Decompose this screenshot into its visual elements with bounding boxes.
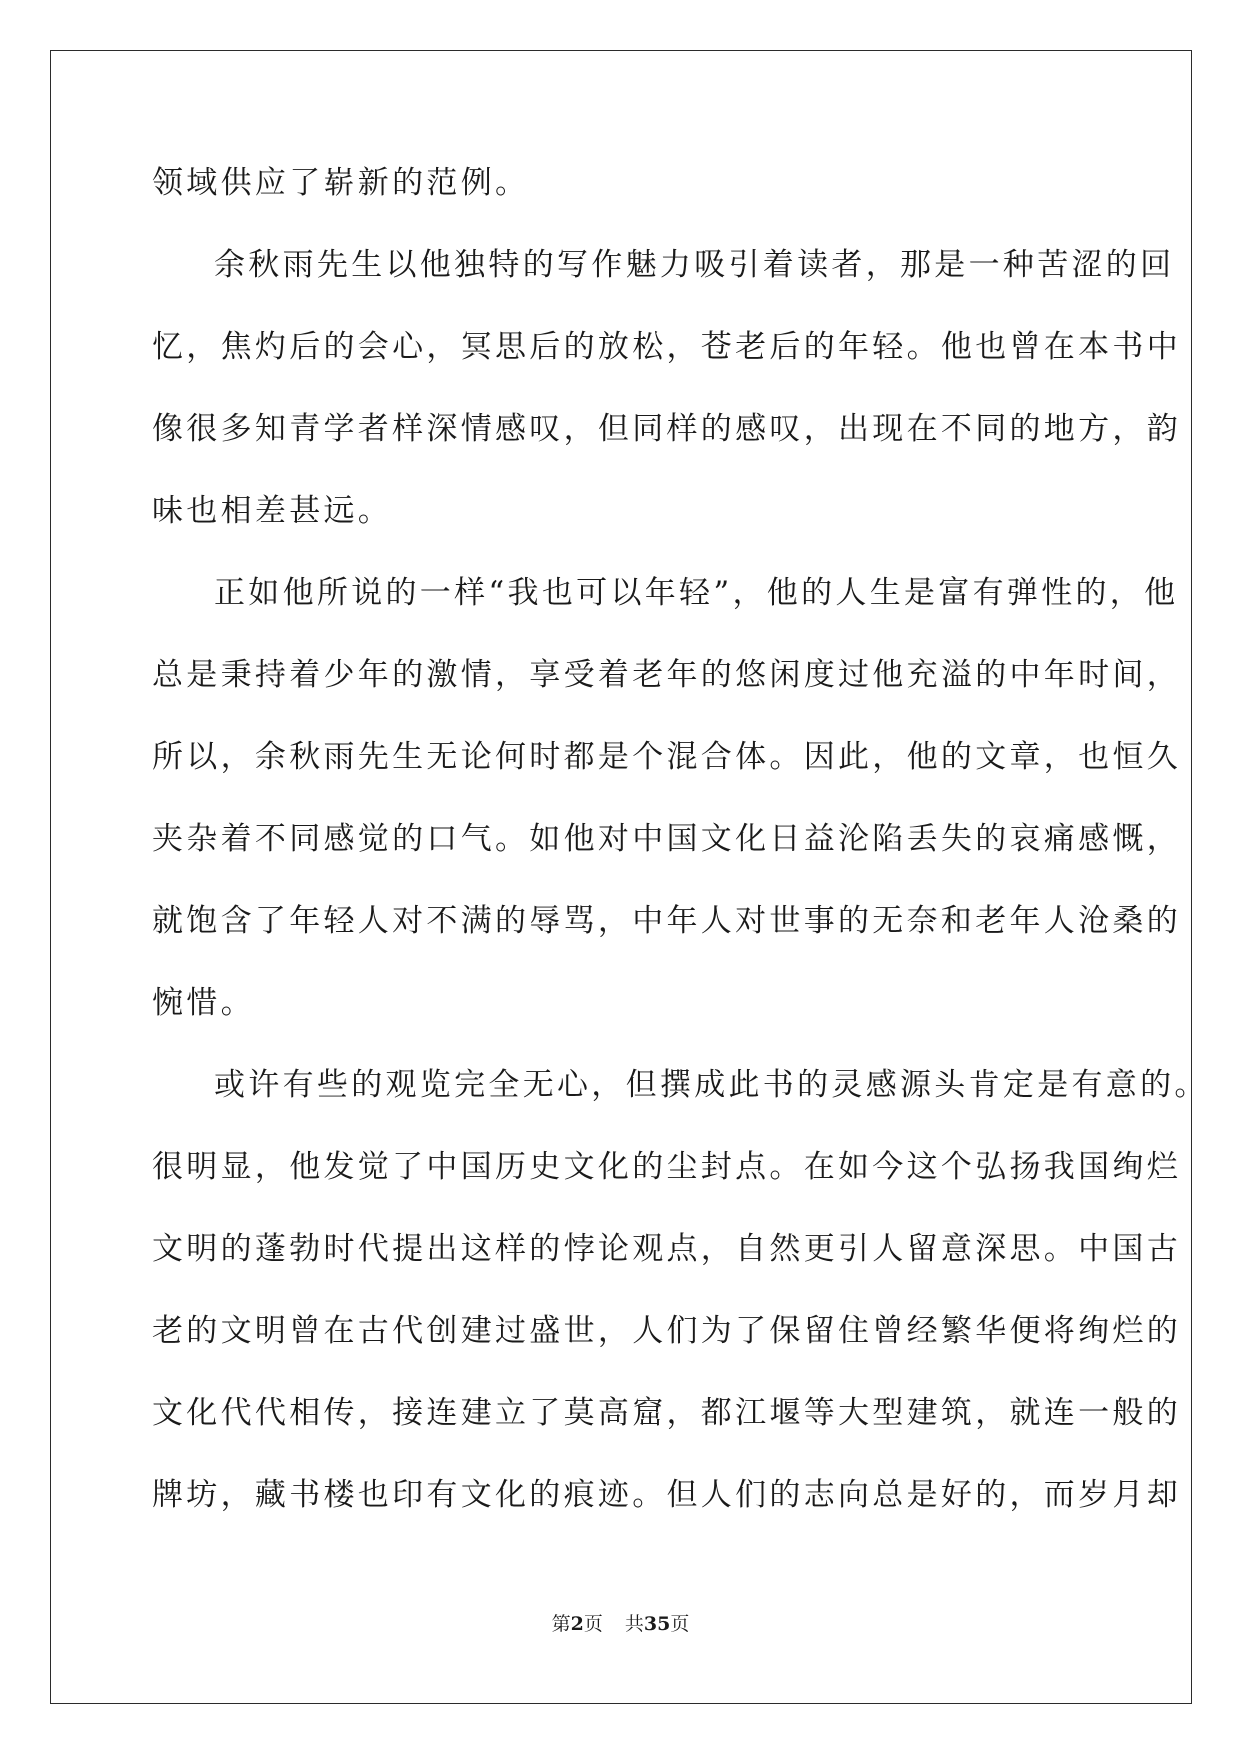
text-line: 很明显，他发觉了中国历史文化的尘封点。在如今这个弘扬我国绚烂 — [152, 1149, 1181, 1185]
text-line: 夹杂着不同感觉的口气。如他对中国文化日益沦陷丢失的哀痛感慨， — [152, 821, 1181, 857]
text-line: 领域供应了崭新的范例。 — [152, 165, 530, 201]
text-line: 就饱含了年轻人对不满的辱骂，中年人对世事的无奈和老年人沧桑的 — [152, 903, 1181, 939]
footer-total-prefix: 共 — [624, 1613, 644, 1635]
text-line: 所以，余秋雨先生无论何时都是个混合体。因此，他的文章，也恒久 — [152, 739, 1181, 775]
text-line: 正如他所说的一样“我也可以年轻”，他的人生是富有弹性的，他 — [214, 575, 1179, 611]
text-line: 或许有些的观览完全无心，但撰成此书的灵感源头肯定是有意的。 — [214, 1067, 1209, 1103]
text-line: 文化代代相传，接连建立了莫高窟，都江堰等大型建筑，就连一般的 — [152, 1395, 1181, 1431]
text-line: 像很多知青学者样深情感叹，但同样的感叹，出现在不同的地方，韵 — [152, 411, 1181, 447]
text-line: 忆，焦灼后的会心，冥思后的放松，苍老后的年轻。他也曾在本书中 — [152, 329, 1181, 365]
text-line: 惋惜。 — [152, 985, 255, 1021]
footer-prefix: 第 — [551, 1613, 571, 1635]
text-line: 味也相差甚远。 — [152, 493, 393, 529]
text-line: 文明的蓬勃时代提出这样的悖论观点，自然更引人留意深思。中国古 — [152, 1231, 1181, 1267]
footer-total-suffix: 页 — [670, 1613, 690, 1635]
text-line: 牌坊，藏书楼也印有文化的痕迹。但人们的志向总是好的，而岁月却 — [152, 1477, 1181, 1513]
footer-page-number: 2 — [570, 1613, 584, 1635]
text-line: 余秋雨先生以他独特的写作魅力吸引着读者，那是一种苦涩的回 — [214, 247, 1175, 283]
text-line: 老的文明曾在古代创建过盛世，人们为了保留住曾经繁华便将绚烂的 — [152, 1313, 1181, 1349]
text-line: 总是秉持着少年的激情，享受着老年的悠闲度过他充溢的中年时间， — [152, 657, 1181, 693]
footer-total-pages: 35 — [643, 1613, 671, 1635]
footer-page-suffix: 页 — [583, 1613, 603, 1635]
page-footer — [0, 1612, 1241, 1636]
document-body — [152, 163, 1209, 1557]
